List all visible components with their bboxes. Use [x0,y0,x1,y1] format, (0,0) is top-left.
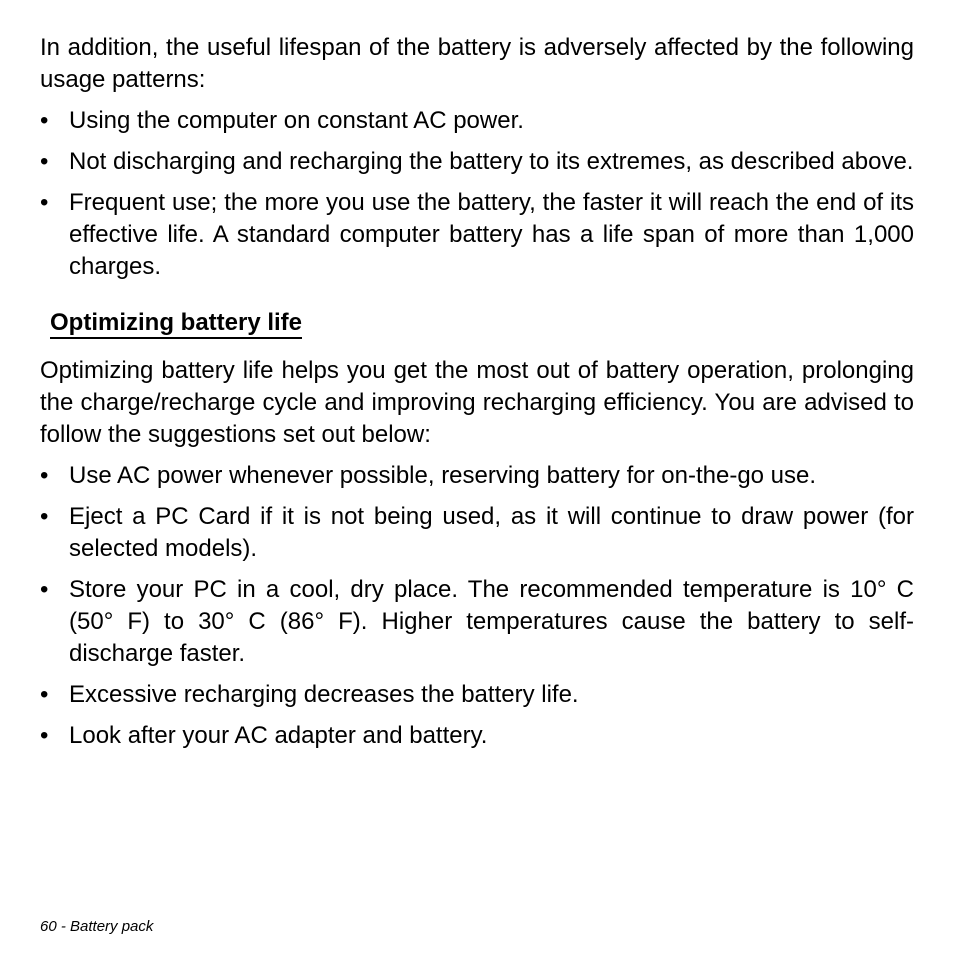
bullet: • [40,462,49,489]
document-page [40,32,914,752]
list-item-text: Frequent use; the more you use the battery, the faster it will reach the end of its effective life. A standard computer battery has a life span of more than 1,000 charges. [69,189,914,280]
bullet: • [40,722,49,749]
list-item [40,460,914,492]
bullet: • [40,503,49,530]
section-intro-paragraph: Optimizing battery life helps you get the most out of battery operation, prolonging the charge/recharge cycle and improving recharging efficiency. You are advised to follow the suggestions set out below: [40,357,914,448]
bullet: • [40,148,49,175]
suggestions-list [40,460,914,752]
list-item-text: Use AC power whenever possible, reserving battery for on-the-go use. [69,462,817,489]
list-item-text: Look after your AC adapter and battery. [69,722,488,749]
list-item [40,679,914,711]
list-item [40,105,914,137]
list-item [40,574,914,670]
list-item [40,501,914,565]
list-item-text: Store your PC in a cool, dry place. The recommended temperature is 10° C (50° F) to 30° C (86° F). Higher temperatures cause the battery to self-discharge faster. [69,576,914,667]
list-item-text: Excessive recharging decreases the battery life. [69,681,579,708]
list-item-text: Not discharging and recharging the battery to its extremes, as described above. [69,148,914,175]
list-item [40,720,914,752]
list-item-text: Eject a PC Card if it is not being used, as it will continue to draw power (for selected models). [69,503,914,562]
list-item [40,146,914,178]
list-item [40,187,914,283]
bullet: • [40,576,49,603]
list-item-text: Using the computer on constant AC power. [69,107,524,134]
bullet: • [40,189,49,216]
bullet: • [40,681,49,708]
intro-paragraph: In addition, the useful lifespan of the battery is adversely affected by the following usage patterns: [40,34,914,93]
bullet: • [40,107,49,134]
usage-patterns-list [40,105,914,283]
page-footer: 60 - Battery pack [40,918,154,935]
section-heading: Optimizing battery life [50,309,302,339]
